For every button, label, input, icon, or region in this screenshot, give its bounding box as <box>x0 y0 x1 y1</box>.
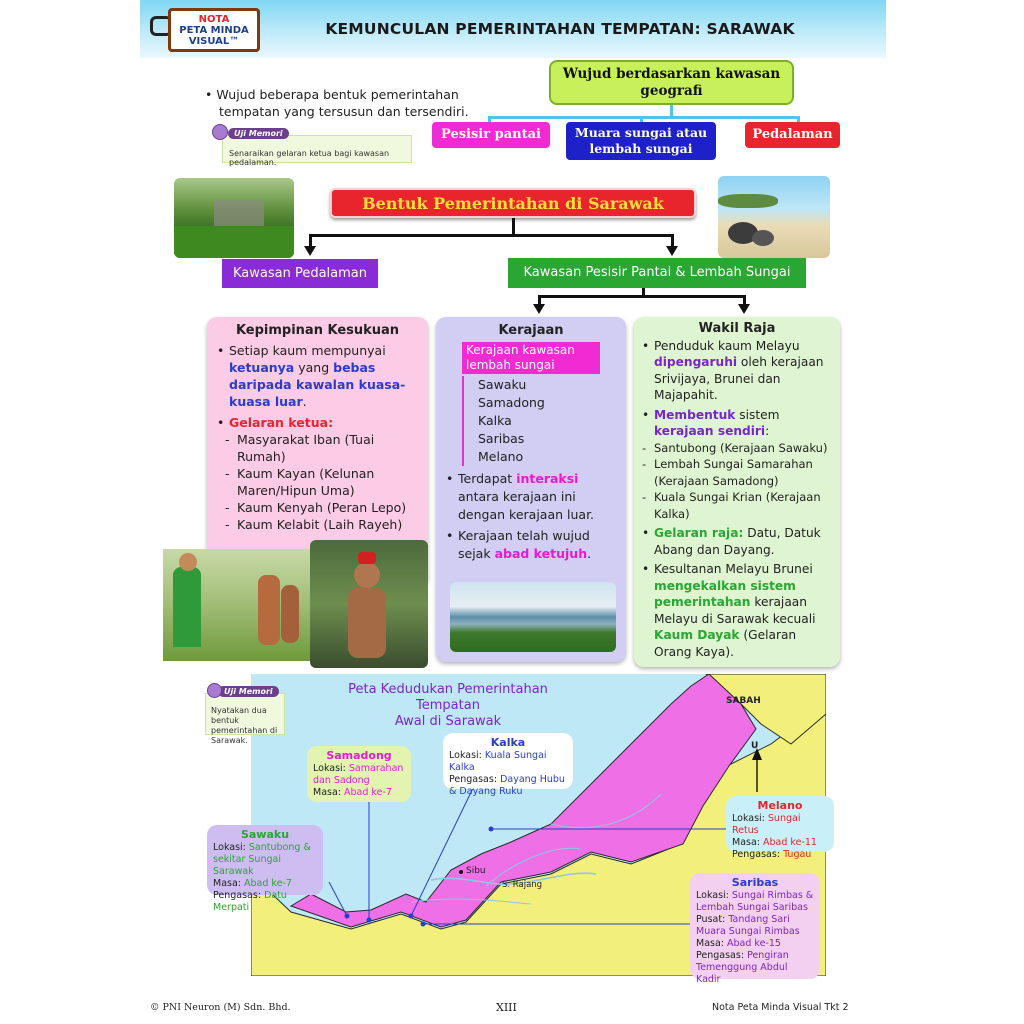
kesukuan-item: - Kaum Kelabit (Laih Rayeh) <box>223 516 420 533</box>
geo-title-box <box>549 60 794 105</box>
samadong-box: Samadong Lokasi: Samarahan dan Sadong Masa: Abad ke-7 <box>307 746 411 802</box>
kalka-box: Kalka Lokasi: Kuala Sungai Kalka Pengasas: Dayang Hubu & Dayang Ruku <box>443 733 573 789</box>
kerajaan-bullet-2: • Kerajaan telah wujud sejak abad ketujuh. <box>444 527 618 563</box>
kesukuan-bullet-2: • Gelaran ketua: <box>215 414 420 431</box>
kerajaan-item: Melano <box>478 449 524 464</box>
kerajaan-item: Samadong <box>478 395 545 410</box>
branch-pesisir: Kawasan Pesisir Pantai & Lembah Sungai <box>508 258 806 288</box>
river-photo <box>450 582 616 652</box>
uji-memori-2-badge: Uji Memori <box>218 686 279 697</box>
geo-pesisir-box: Pesisir pantai <box>432 122 550 148</box>
kesukuan-item: - Kaum Kayan (Kelunan Maren/Hipun Uma) <box>223 465 420 499</box>
footer-page-number: XIII <box>496 1001 517 1014</box>
wakil-item: - Santubong (Kerajaan Sawaku) <box>640 440 834 457</box>
logo-line-3: VISUAL™ <box>188 36 240 47</box>
sawaku-box: Sawaku Lokasi: Santubong & sekitar Sungai Sarawak Masa: Abad ke-7 Pengasas: Datu Merpati <box>207 825 323 895</box>
wakil-bullet-1: • Penduduk kaum Melayu dipengaruhi oleh kerajaan Srivijaya, Brunei dan Majapahit. <box>640 338 834 404</box>
geo-muara-1: Muara sungai atau <box>574 125 708 140</box>
kesukuan-item: - Masyarakat Iban (Tuai Rumah) <box>223 431 420 465</box>
saribas-name: Saribas <box>731 876 779 889</box>
intro-line-2: tempatan yang tersusun dan tersendiri. <box>219 104 469 119</box>
arrow-down-icon <box>666 246 678 256</box>
beach-photo <box>718 176 830 258</box>
tribal-warrior-photo <box>310 540 428 668</box>
geo-muara-box <box>566 122 716 160</box>
wakil-raja-box <box>634 317 840 667</box>
logo-line-2: PETA MINDA <box>179 25 249 36</box>
wakil-bullet-3: • Gelaran raja: Datu, Datuk Abang dan Dayang. <box>640 525 834 558</box>
logo <box>168 8 260 52</box>
branch-pedalaman: Kawasan Pedalaman <box>222 259 378 288</box>
uji-memori-1-note <box>222 135 412 167</box>
kerajaan-sub: Kerajaan kawasan lembah sungai <box>462 342 600 374</box>
bulb-icon <box>207 683 222 698</box>
melano-box: Melano Lokasi: Sungai Retus Masa: Abad ke-11 Pengasas: Tugau <box>726 796 834 852</box>
arrow-down-icon <box>304 246 316 256</box>
kerajaan-bullet-1: • Terdapat interaksi antara kerajaan ini dengan kerajaan luar. <box>444 470 618 524</box>
bulb-icon <box>212 124 228 140</box>
north-label: U <box>751 741 759 751</box>
geo-connector-h <box>488 116 800 119</box>
kesukuan-bullet-1: • Setiap kaum mempunyai ketuanya yang bebas daripada kawalan kuasa-kuasa luar. <box>215 342 420 410</box>
arrow-down-icon <box>533 304 545 314</box>
uji-memori-2-note: Nyatakan dua bentuk pemerintahan di Sarawak. <box>205 693 285 735</box>
wakil-bullet-2: • Membentuk sistem kerajaan sendiri: <box>640 407 834 440</box>
geo-title-2: geografi <box>640 83 703 99</box>
kerajaan-item: Saribas <box>478 431 525 446</box>
page-title: KEMUNCULAN PEMERINTAHAN TEMPATAN: SARAWAK <box>325 20 795 38</box>
intro-bullet: • Wujud beberapa bentuk pemerintahan tempatan yang tersusun dan tersendiri. <box>205 87 469 119</box>
uji-memori-1-badge: Uji Memori <box>228 128 289 139</box>
jungle-house-photo <box>174 178 294 258</box>
geo-pedalaman-box: Pedalaman <box>745 122 840 148</box>
kesukuan-item: - Kaum Kenyah (Peran Lepo) <box>223 499 420 516</box>
main-title-box: Bentuk Pemerintahan di Sarawak <box>330 188 696 218</box>
intro-line-1: Wujud beberapa bentuk pemerintahan <box>216 87 459 102</box>
footer-book-title: Nota Peta Minda Visual Tkt 2 <box>712 1002 849 1013</box>
wakil-bullet-4: • Kesultanan Melayu Brunei mengekalkan sistem pemerintahan kerajaan Melayu di Sarawak kecuali Kaum Dayak (Gelaran Orang Kaya). <box>640 561 834 660</box>
logo-line-1: NOTA <box>198 14 230 25</box>
tribal-leaders-illustration <box>163 549 313 661</box>
wakil-item: - Lembah Sungai Samarahan (Kerajaan Samadong) <box>640 456 834 489</box>
wakil-item: - Kuala Sungai Krian (Kerajaan Kalka) <box>640 489 834 522</box>
map-title: Peta Kedudukan Pemerintahan Tempatan Awal di Sarawak <box>348 682 548 729</box>
rajang-label: S. Rajang <box>502 880 543 890</box>
kerajaan-item: Kalka <box>478 413 512 428</box>
kerajaan-title: Kerajaan <box>498 323 564 338</box>
arrow-down-icon <box>738 304 750 314</box>
saribas-box: Saribas Lokasi: Sungai Rimbas & Lembah Sungai Saribas Pusat: Tandang Sari Muara Sungai Rimbas Masa: Abad ke-15 Pengasas: Pengiran Temenggung Abdul Kadir <box>690 873 820 979</box>
branch-connector-h <box>538 295 746 298</box>
uji-memori-1-text: Senaraikan gelaran ketua bagi kawasan pedalaman. <box>229 149 390 167</box>
sawaku-name: Sawaku <box>240 828 290 841</box>
kesukuan-title: Kepimpinan Kesukuan <box>235 323 400 338</box>
footer-copyright: © PNI Neuron (M) Sdn. Bhd. <box>150 1002 291 1013</box>
sibu-label: Sibu <box>466 866 486 876</box>
sabah-label: SABAH <box>726 696 761 706</box>
kalka-name: Kalka <box>490 736 526 749</box>
samadong-name: Samadong <box>326 749 392 762</box>
kerajaan-item: Sawaku <box>478 377 527 392</box>
main-connector-h <box>309 234 674 237</box>
geo-muara-2: lembah sungai <box>589 141 693 156</box>
geo-title-1: Wujud berdasarkan kawasan <box>562 66 781 82</box>
wakil-raja-title: Wakil Raja <box>698 321 776 336</box>
melano-name: Melano <box>757 799 803 812</box>
